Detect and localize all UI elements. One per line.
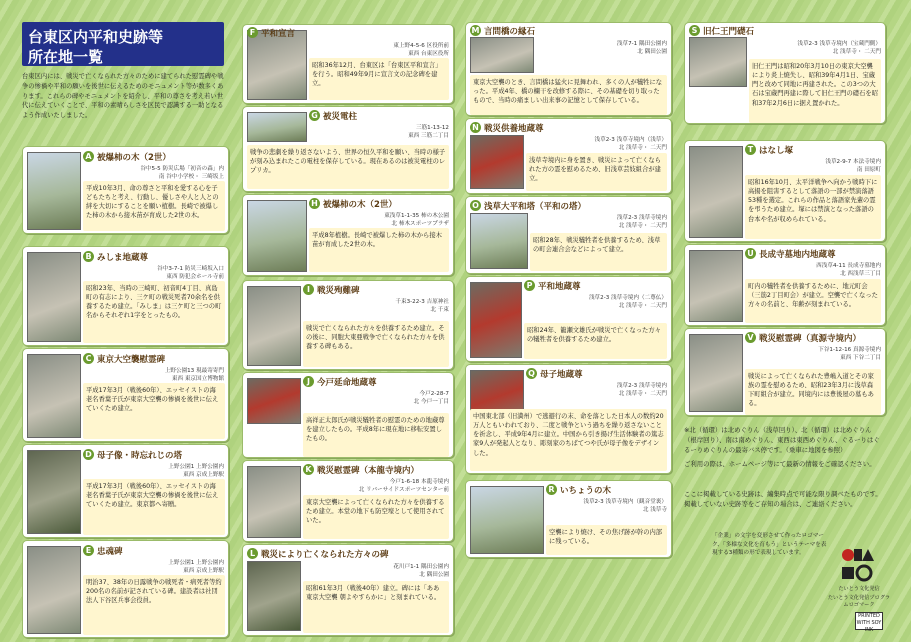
closing-note: ここに掲載している史跡は、編集時点で可能な限り調べたものです。掲載していない史跡等をご存知の場合は、ご連絡ください。 [684,490,882,508]
site-route: 北 浅草寺・ 二天門 [618,391,667,397]
site-photo [470,213,528,269]
site-card-s [684,22,886,124]
site-route: 南 田原町 [856,167,881,173]
site-description: 戦争の悲劇を繰り返さないよう、世界の恒久平和を願い、当時の様子が刻み込まれたこの電柱を保存している。現在あるのは被災電柱のレプリカ。 [247,145,449,189]
site-route: 北 柿木スポーツプラザ [391,221,449,227]
site-letter: V [745,332,756,343]
site-title: 被爆柿の木（2世） [323,200,397,210]
info-note: ご利用の際は、ホームページ等にて最新の情報をご確認ください。 [684,460,876,468]
site-photo [27,152,81,230]
site-address: 浅草2-9-7 本法寺境内 [825,159,881,165]
page-title [22,22,224,66]
site-description: 高祥正太郎氏が戦災犠牲者の慰霊のための地蔵尊を建立したもの。平成8年に現在地に移転安置したもの。 [303,413,449,457]
site-letter: T [745,144,756,155]
site-letter: K [303,464,314,475]
site-address: 今戸2-28-7 [419,391,449,397]
site-address: 西浅草4-11 長成寺墓地内 [816,263,881,269]
route-legend-note: ※北（循環）は北めぐりん（浅草回り）、北（循環）は北めぐりん（根岸回り）、南は南めぐりん、東西は東西めぐりん、ぐるーりはぐるーりめぐりんの最寄バス停です。（乗車に地図を参照） [684,426,880,454]
site-card-j [242,372,454,458]
site-description: 昭和16年10月、太平洋戦争へ向かう戦時下に高揚を阻害するとして落語の一部が禁演落語53種を選定。これらの作品と落語家先輩の霊を弔うため建立。塚には禁演となった落語の台本や名が収められている。 [745,175,881,239]
site-letter: C [83,353,94,364]
site-card-a [22,146,229,234]
site-route: 北 浅草寺・ 二天門 [618,145,667,151]
site-title: 今戸延命地蔵尊 [317,378,377,388]
site-route: 東西 三筋二丁目 [408,133,449,139]
site-photo [689,334,743,412]
site-card-g [242,106,454,192]
site-description: 平成10年3月、命の尊さと平和を愛する心を子どもたちと考え、行動し、優しさや人と人との絆を大切にすることを願い植樹。長崎で被爆した柿の木から接木苗が育成した2世の木。 [83,181,225,231]
site-letter: G [309,110,320,121]
site-letter: P [524,280,535,291]
site-description: 平成8年植樹。長崎で被爆した柿の木から接木苗が育成した2世の木。 [309,228,449,272]
site-title: 旧仁王門礎石 [703,27,755,37]
site-address: 今戸1-6-18 本龍寺境内 [389,479,449,485]
site-title: はなし塚 [759,146,794,156]
site-description: 平成17年3月（戦後60年）、エッセイストの海老名香葉子氏が東京大空襲の惨禍を後世に伝えていくため建立。 [83,383,225,439]
site-photo [247,561,301,631]
site-address: 浅草7-1 隅田公園内 [616,41,667,47]
site-photo [247,286,301,366]
site-route: 東西 防犯会ホール寺前 [166,274,224,280]
site-description: 明治37、38年の日露戦争の戦死者・病死者等約200名の名前が記されている碑。建設者は社団法人下谷区兵事会役員。 [83,575,225,635]
site-address: 東上野4-5-6 区役所前 [393,43,449,49]
site-title: 言問橋の縁石 [484,27,536,37]
site-address: 谷中3-7-1 防災三崎坂入口 [157,266,224,272]
site-title: 平和地蔵尊 [538,282,581,292]
site-photo [689,146,743,238]
site-card-o [465,196,672,274]
site-address: 浅草2-3 浅草寺境内 [616,215,667,221]
site-title: 戦災供養地蔵尊 [484,124,544,134]
site-letter: I [303,284,314,295]
site-photo [247,466,301,538]
site-photo [470,282,522,358]
site-description: 平成17年3月（戦後60年）、エッセイストの海老名香葉子氏が東京大空襲の惨禍を後世に伝えていくため建立。東京都へ寄贈。 [83,479,225,535]
soy-ink-badge: PRINTED WITH SOY INK [856,613,882,633]
site-title: 被爆柿の木（2世） [97,153,171,163]
site-route: 南 谷中小学校・ 三崎坂上 [158,174,224,180]
site-card-l [242,544,454,636]
site-address: 東浅草1-1-35 柿の木公園 [384,213,449,219]
site-card-n [465,118,672,194]
site-photo [470,135,524,189]
site-letter: Q [526,368,537,379]
site-description: 昭和36年12月、台東区は「台東区平和宣言」を行う。昭和49年9月に宣言文の記念碑を建立。 [309,58,449,100]
logo-caption: 「企業」の文字を変形させて作ったロゴマーク、「多様な文化を育もう」というテーマを表現する3種類の形で表現しています。 [712,533,827,557]
site-address: 浅草2-3 浅草寺境内（観音堂裏） [583,499,667,505]
taito-culture-logo-icon [840,547,876,583]
site-card-t [684,140,886,242]
site-card-v [684,328,886,416]
site-photo [247,200,307,272]
site-description: 昭和28年、戦災犠牲者を供養するため、浅草の町会連合会などによって建立。 [530,233,667,271]
site-description: 旧仁王門は昭和20年3月10日の東京大空襲により炎上焼失し、昭和39年4月1日、宝蔵門と改めて同地に再建された。この3つの大石は宝蔵門再建に際して旧仁王門の礎石を昭和37年2月6日に据え置かれた。 [749,59,881,123]
site-title: 被災電柱 [323,112,358,122]
site-title: 戦災慰霊碑（真源寺境内） [759,334,862,344]
site-route: 東西 京成上野駅 [183,568,224,574]
site-route: 北 浅草寺・ 二天門 [618,223,667,229]
site-route: 北 浅草寺 [642,507,667,513]
site-address: 三筋1-13-12 [415,125,449,131]
site-description: 戦災によって亡くなられた豊嶋入道とその家族の霊を慰めるため、昭和23年3月に浅草森下町組合が建立。同境内には豊後屋の墓もある。 [745,369,881,415]
site-route: 東西 台東区役所 [408,51,449,57]
site-title: 戦災殉難碑 [317,286,360,296]
site-letter: S [689,25,700,36]
site-letter: U [745,248,756,259]
site-route: 北 リバーサイドスポーツセンター前 [358,487,449,493]
site-letter: D [83,449,94,460]
site-title: 戦災慰霊碑（本龍寺境内） [317,466,420,476]
site-address: 浅草2-3 浅草寺境内（浅草） [594,137,667,143]
site-address: 浅草2-3 浅草寺境内 [616,383,667,389]
site-description: 空襲により焼け、その焦げ跡が幹の内部に残っている。 [546,525,667,555]
site-letter: H [309,198,320,209]
site-photo [27,252,81,342]
site-description: 昭和61年3月（戦後40年）建立。碑には「ああ 東京大空襲 朝よやすらかに」と刻まれている。 [303,581,449,633]
site-card-q [465,364,672,474]
site-title: 東京大空襲慰霊碑 [97,355,166,365]
site-card-d [22,444,229,538]
site-letter: L [247,548,258,559]
site-route: 北 西浅草三丁目 [840,271,881,277]
site-title: 母子像・時忘れじの塔 [97,451,183,461]
site-title: 平和宣言 [261,29,296,39]
site-card-b [22,246,229,346]
site-description: 戦災で亡くなられた方々を供養するため建立。その後に、同胞大東亜戦争で亡くなられた方々を供養する碑もある。 [303,321,449,367]
site-card-u [684,244,886,326]
site-photo [27,450,81,534]
site-title: いちょうの木 [560,486,612,496]
site-card-r [465,480,672,558]
site-title: 浅草大平和塔（平和の塔） [484,202,587,212]
site-letter: F [247,27,258,38]
site-title: 長成寺墓地内地蔵尊 [759,250,836,260]
title-line-1: 台東区内平和史跡等 [28,28,164,46]
site-title: 母子地蔵尊 [540,370,583,380]
site-route: 東西 京成上野駅 [183,472,224,478]
site-description: 東京大空襲のとき、言問橋は猛火に見舞われ、多くの人が犠牲になった。平成4年、橋の欄干を改修する際に、その基礎を切り取ったもので、当時の痛ましい出来事の記憶として保存している。 [470,75,667,115]
site-photo [247,378,301,424]
site-letter: R [546,484,557,495]
site-letter: M [471,26,480,35]
site-description: 昭和23年、当時の三崎町、初音町4丁目、真島町の有志により、三ケ町の戦災死者70余名を供養するため建立。「みしま」は三ケ町と三つの町名からそれぞれ1字をとったもの。 [83,281,225,343]
site-photo [27,354,81,438]
site-description: 浅草寺境内に身を置き、戦災によって亡くなられた方の霊を慰めるため、旧浅草芸妓組合が建立。 [526,153,667,191]
site-card-h [242,194,454,276]
site-address: 浅草2-3 浅草寺境内（二尊仏） [588,295,667,301]
site-description: 中国東北部（旧満州）で逃避行の末、命を落とした日本人の数約20万人ともいわれており、二度と戦争という過ちを繰り返さないことを祈念し、平成9年4月に建立。中国から引き揚げ生活体験者の篤志家9人が発起人となり、彫刻家のちばてつや氏が母子像をデザインした。 [470,409,667,471]
site-route: 北 隅田公園 [637,49,667,55]
site-address: 千束3-22-3 吉原神社 [395,299,449,305]
site-route: 北 今戸一丁目 [413,399,449,405]
site-address: 花川戸1-1 隅田公園内 [393,564,449,570]
site-address: 谷中5-5 防災広場「初音の森」内 [140,166,224,172]
site-letter: B [83,251,94,262]
site-route: 東西 東京国立博物館 [171,376,224,382]
site-letter: N [470,122,481,133]
site-card-e [22,540,229,638]
intro-text: 台東区内には、戦災で亡くなられた方々のために建てられた慰霊碑や戦争の惨禍や平和の願いを後世に伝えるためのモニュメント等が数多くあります。これらの碑やモニュメントを紹介し、平和の尊さを考え若い世代に伝えていくことで、平和の素晴らしさを区民で認識する一助となるよう作成いたしました。 [22,73,224,119]
site-card-m [465,22,672,116]
site-photo [470,37,534,73]
site-card-p [465,276,672,362]
site-route: 北 千束 [430,307,449,313]
site-photo [470,486,544,554]
site-card-i [242,280,454,370]
site-description: 昭和24年、籠瀬文雄氏が戦災で亡くなった方々の犠牲者を供養するため建立。 [524,323,667,359]
site-address: 浅草2-3 浅草寺境内（宝蔵門側） [797,41,881,47]
site-title: 忠魂碑 [97,547,123,557]
site-address: 下谷1-12-16 真源寺境内 [818,347,881,353]
site-card-k [242,460,454,542]
site-description: 東京大空襲によって亡くなられた方々を供養するため建立。本堂の地下も防空壕として使用されていた。 [303,495,449,539]
site-title: みしま地蔵尊 [97,253,149,263]
site-letter: J [303,376,314,387]
title-line-2: 所在地一覧 [28,48,104,66]
site-card-c [22,348,229,442]
site-photo [247,112,307,142]
site-title: 戦災により亡くなられた方々の碑 [261,550,389,560]
site-letter: A [83,151,94,162]
site-route: 北 隅田公園 [419,572,449,578]
site-address: 上野公園1 上野公園内 [168,464,224,470]
site-route: 北 浅草寺・ 二天門 [832,49,881,55]
site-photo [689,37,747,87]
site-route: 北 浅草寺・ 二天門 [618,303,667,309]
site-description: 町内の犠牲者を供養するために、地元町会（三筋2丁目町会）が建立。空襲で亡くなった方々の名前と、年齢が刻まれている。 [745,279,881,323]
site-card-f [242,24,454,104]
logo-name: たいとう文化発信 [838,586,880,592]
site-address: 上野公園13 現最寄寄門 [164,368,224,374]
site-address: 上野公園1 上野公園内 [168,560,224,566]
logo-subtitle: たいとう文化発信プログラムロゴマーク [827,595,891,608]
site-photo [27,546,81,634]
site-photo [689,250,743,322]
site-letter: E [83,545,94,556]
site-photo [247,30,307,100]
site-letter: O [470,200,481,211]
site-route: 東西 下谷二丁目 [840,355,881,361]
